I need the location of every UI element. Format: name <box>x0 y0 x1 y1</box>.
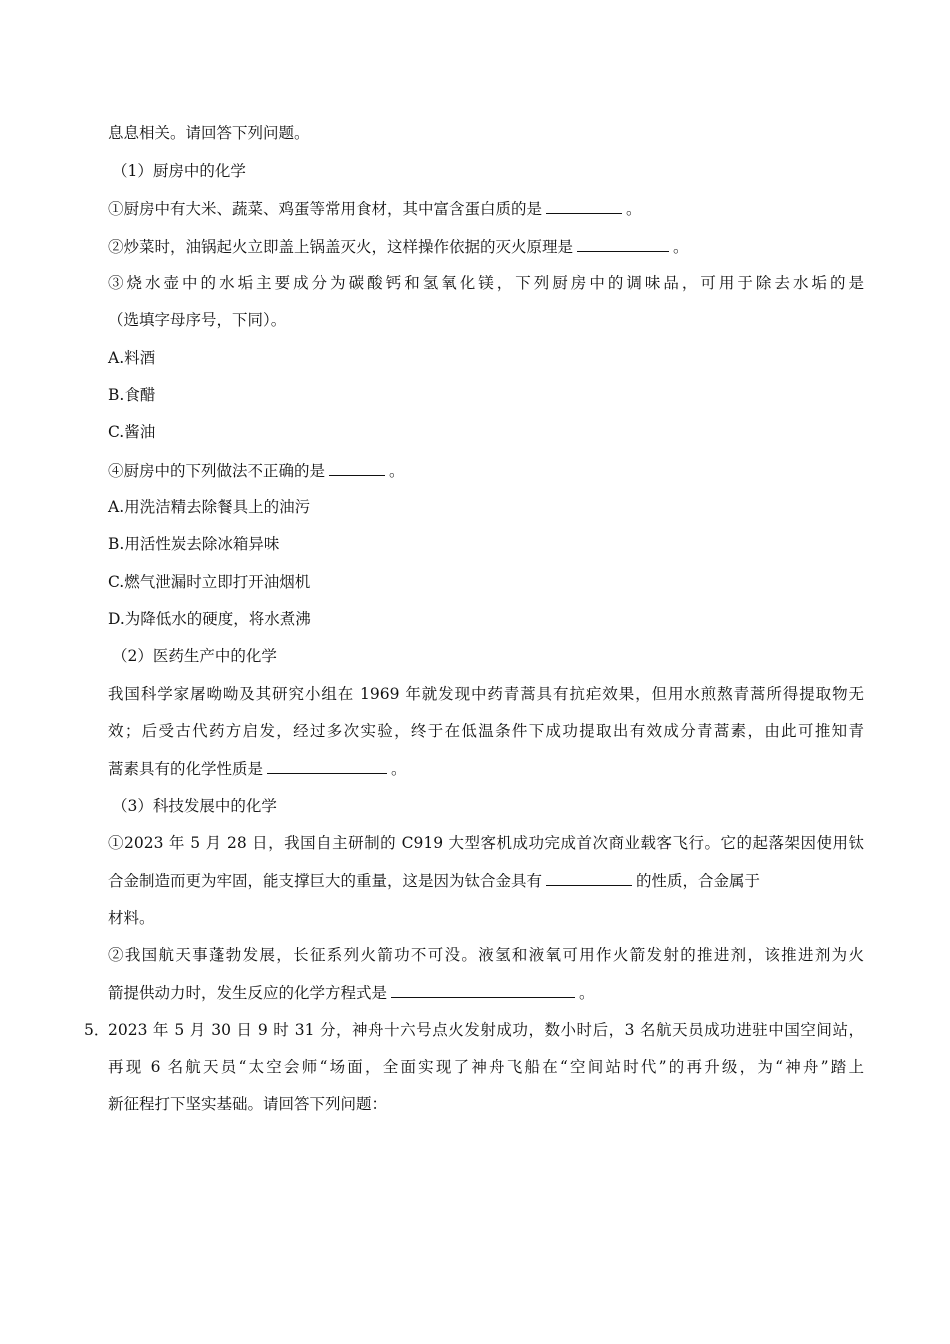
answer-blank[interactable] <box>329 460 385 476</box>
answer-blank[interactable] <box>267 758 387 774</box>
option-a: A.料酒 <box>108 349 156 367</box>
text-line: 我国科学家屠呦呦及其研究小组在 1969 年就发现中药青蒿具有抗疟效果，但用水煎熬青蒿所得提取物无 <box>108 685 864 703</box>
option-d: D.为降低水的硬度，将水煮沸 <box>108 610 311 628</box>
option-c: C.燃气泄漏时立即打开油烟机 <box>108 573 311 591</box>
option-c: C.酱油 <box>108 423 156 441</box>
answer-blank[interactable] <box>546 198 622 214</box>
answer-blank[interactable] <box>577 236 669 252</box>
question-text: 。 <box>673 238 689 256</box>
question-text: 蒿素具有的化学性质是 <box>108 760 264 778</box>
question-text: 。 <box>626 200 642 218</box>
answer-blank[interactable] <box>546 870 632 886</box>
question-text: 。 <box>391 760 407 778</box>
question-text: 的性质，合金属于 <box>636 872 761 890</box>
question-line <box>108 460 405 481</box>
text-line: 效；后受古代药方启发，经过多次实验，终于在低温条件下成功提取出有效成分青蒿素，由此可推知青 <box>108 722 864 740</box>
question-text: 箭提供动力时，发生反应的化学方程式是 <box>108 984 388 1002</box>
section-heading-medicine: （2）医药生产中的化学 <box>112 647 277 665</box>
text-line: ①2023 年 5 月 28 日，我国自主研制的 C919 大型客机成功完成首次商业载客飞行。它的起落架因使用钛 <box>108 834 864 852</box>
question-text: ①厨房中有大米、蔬菜、鸡蛋等常用食材，其中富含蛋白质的是 <box>108 200 543 218</box>
text-line: 新征程打下坚实基础。请回答下列问题： <box>108 1095 388 1113</box>
text-line: （选填字母序号，下同）。 <box>108 311 287 329</box>
question-text: ④厨房中的下列做法不正确的是 <box>108 462 326 480</box>
question-line <box>108 236 689 257</box>
option-b: B.用活性炭去除冰箱异味 <box>108 535 280 553</box>
question-text: 合金制造而更为牢固，能支撑巨大的重量，这是因为钛合金具有 <box>108 872 543 890</box>
text-line: 再现 6 名航天员“太空会师“场面，全面实现了神舟飞船在“空间站时代”的再升级，为“神舟”踏上 <box>108 1058 864 1076</box>
option-a: A.用洗洁精去除餐具上的油污 <box>108 498 311 516</box>
section-heading-kitchen: （1）厨房中的化学 <box>112 162 246 180</box>
section-heading-technology: （3）科技发展中的化学 <box>112 797 277 815</box>
text-line: ③烧水壶中的水垢主要成分为碳酸钙和氢氧化镁，下列厨房中的调味品，可用于除去水垢的是 <box>108 274 864 292</box>
question-line <box>108 198 642 219</box>
question-text: ②炒菜时，油锅起火立即盖上锅盖灭火，这样操作依据的灭火原理是 <box>108 238 574 256</box>
option-b: B.食醋 <box>108 386 156 404</box>
question-text: 。 <box>389 462 405 480</box>
question-line <box>108 982 595 1003</box>
text-line: 材料。 <box>108 909 155 927</box>
question-text: 。 <box>579 984 595 1002</box>
text-line: 2023 年 5 月 30 日 9 时 31 分，神舟十六号点火发射成功，数小时后，3 名航天员成功进驻中国空间站， <box>108 1021 864 1039</box>
answer-blank[interactable] <box>391 982 575 998</box>
question-line <box>108 758 407 779</box>
text-line: ②我国航天事蓬勃发展，长征系列火箭功不可没。液氢和液氧可用作火箭发射的推进剂，该推进剂为火 <box>108 946 864 964</box>
question-line <box>108 870 760 891</box>
text-line: 息息相关。请回答下列问题。 <box>108 124 310 142</box>
question-number: 5． <box>84 1021 110 1039</box>
